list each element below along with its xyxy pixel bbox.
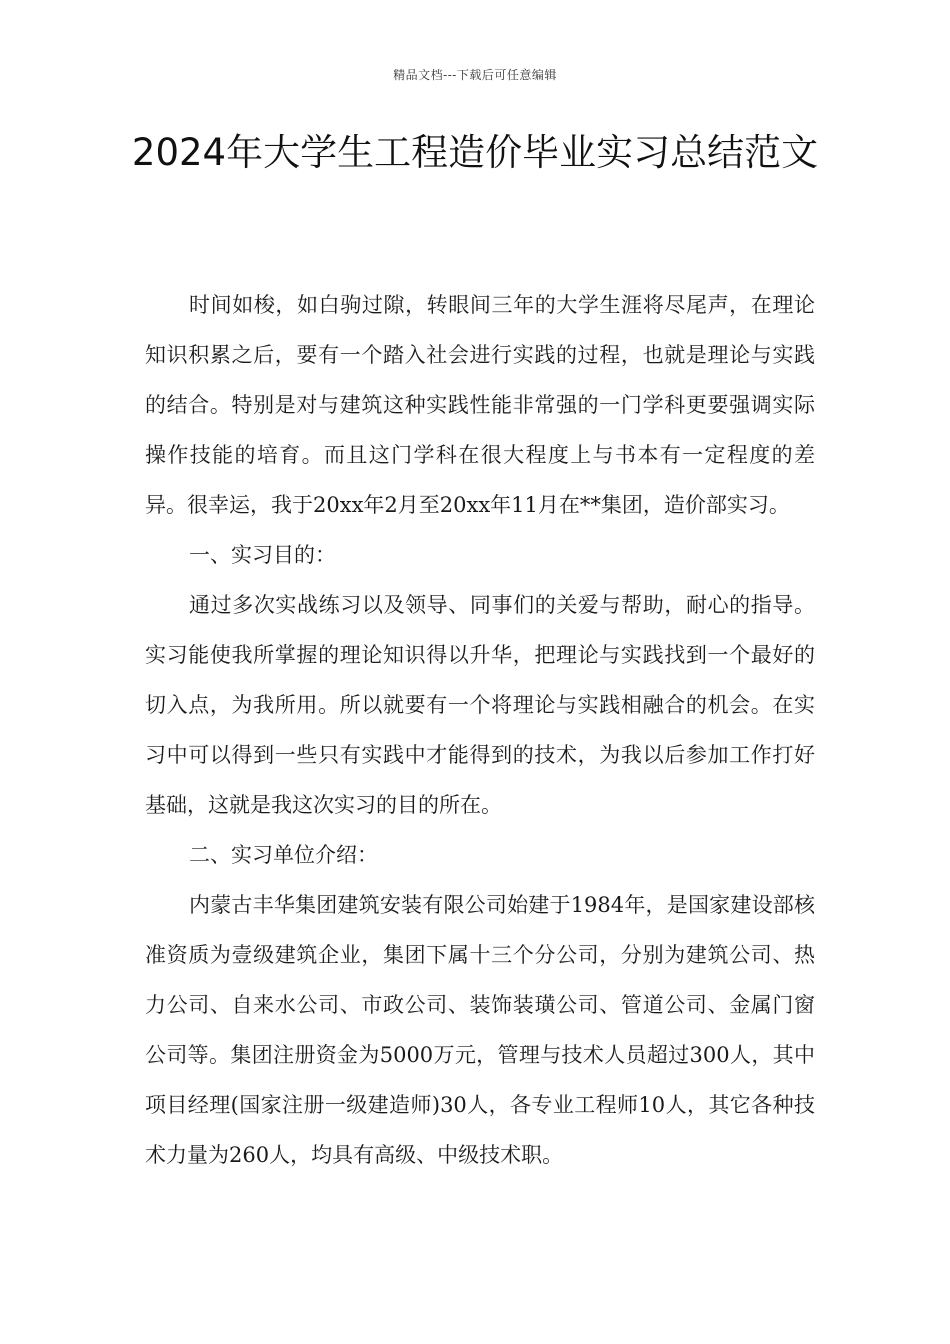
document-title: 2024年大学生工程造价毕业实习总结范文 [131,131,819,174]
section-heading-purpose: 一、实习目的： [189,543,336,567]
paragraph-unit: 内蒙古丰华集团建筑安装有限公司始建于1984年，是国家建设部核准资质为壹级建筑企业，集团下属十三个分公司，分别为建筑公司、热力公司、自来水公司、市政公司、装饰装璜公司、管道公司、金属门窗公司等。集团注册资金为5000万元，管理与技术人员超过300人，其中项目经理(国家注册一级建造师)30人，各专业工程师10人，其它各种技术力量为260人，均具有高级、中级技术职。 [145,893,815,1167]
header-note: 精品文档---下载后可任意编辑 [393,68,557,82]
document-body [145,280,815,1180]
paragraph-intro: 时间如梭，如白驹过隙，转眼间三年的大学生涯将尽尾声，在理论知识积累之后，要有一个踏入社会进行实践的过程，也就是理论与实践的结合。特别是对与建筑这种实践性能非常强的一门学科更要强调实际操作技能的培育。而且这门学科在很大程度上与书本有一定程度的差异。很幸运，我于20xx年2月至20xx年11月在**集团，造价部实习。 [145,293,815,517]
section-heading-unit: 二、实习单位介绍： [189,843,378,867]
paragraph-purpose: 通过多次实战练习以及领导、同事们的关爱与帮助，耐心的指导。实习能使我所掌握的理论知识得以升华，把理论与实践找到一个最好的切入点，为我所用。所以就要有一个将理论与实践相融合的机会。在实习中可以得到一些只有实践中才能得到的技术，为我以后参加工作打好基础，这就是我这次实习的目的所在。 [145,593,815,817]
